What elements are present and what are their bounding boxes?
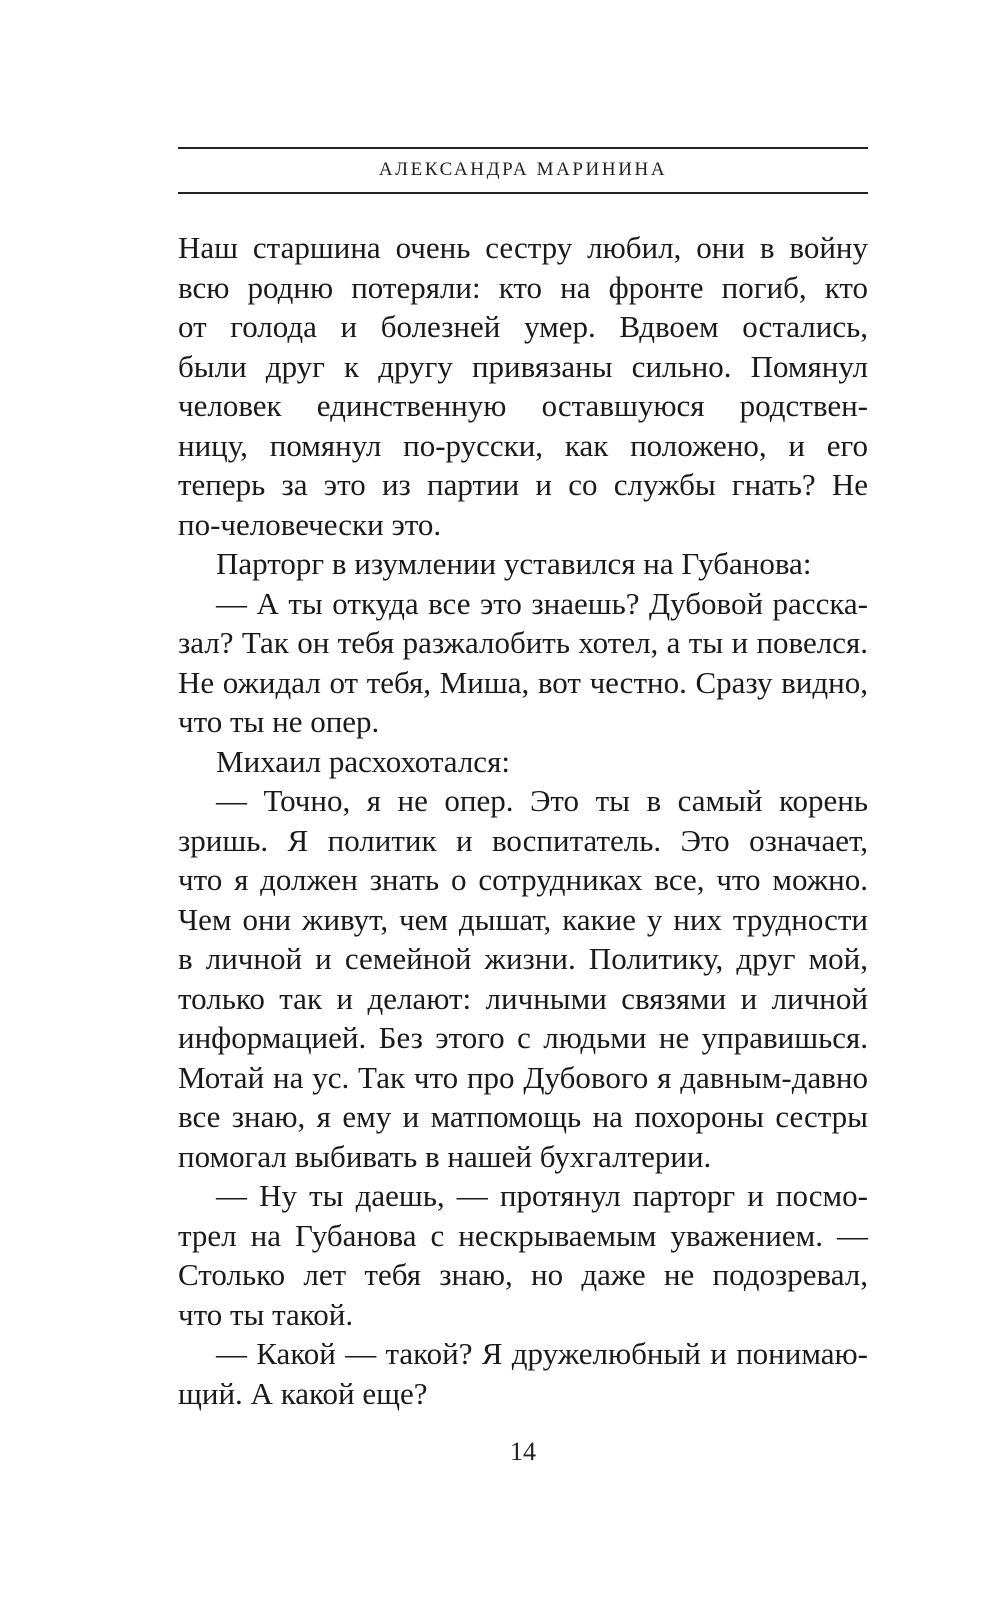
text-line: — Точно, я не опер. Это ты в самый корень [216, 783, 868, 818]
text-line: Парторг в изумлении уставился на Губанова: [216, 546, 812, 581]
text-line: ницу, помянул по-русски, как положено, и его [178, 427, 868, 463]
text-line: теперь за это из партии и со службы гнать? Не [178, 467, 868, 502]
running-head: АЛЕКСАНДРА МАРИНИНА [378, 159, 668, 180]
text-line: зал? Так он тебя разжалобить хотел, а ты и повелся. [178, 625, 868, 660]
text-line: Мотай на ус. Так что про Дубового я давным-давно [178, 1059, 868, 1095]
text-line: Чем они живут, чем дышат, какие у них трудности [178, 901, 868, 937]
text-line: трел на Губанова с нескрываемым уважением. — [178, 1217, 868, 1253]
text-line: в личной и семейной жизни. Политику, друг мой, [178, 941, 868, 976]
text-line: только так и делают: личными связями и личной [178, 980, 868, 1016]
text-line: человек единственную оставшуюся родствен- [178, 388, 868, 423]
text-line: Михаил расхохотался: [216, 743, 510, 779]
text-line: — Какой — такой? Я дружелюбный и понимаю- [216, 1336, 868, 1371]
text-line: от голода и болезней умер. Вдвоем остались, [178, 309, 868, 344]
text-line: что я должен знать о сотрудниках все, что можно. [178, 862, 868, 897]
text-line: что ты не опер. [178, 704, 380, 739]
text-line: Наш старшина очень сестру любил, они в войну [178, 230, 868, 265]
text-line: щий. А какой еще? [178, 1375, 428, 1411]
text-line: Столько лет тебя знаю, но даже не подозревал, [178, 1257, 868, 1292]
text-line: информацией. Без этого с людьми не управишься. [178, 1020, 868, 1055]
text-line: все знаю, я ему и матпомощь на похороны сестры [178, 1099, 868, 1134]
text-line: — А ты откуда все это знаешь? Дубовой расска- [216, 585, 868, 621]
page-number: 14 [510, 1437, 536, 1466]
header-rule-bottom [178, 192, 868, 194]
text-line: по-человечески это. [178, 506, 442, 542]
text-line: — Ну ты даешь, — протянул парторг и посмо- [216, 1178, 868, 1213]
text-line: зришь. Я политик и воспитатель. Это означает, [178, 822, 868, 858]
text-line: Не ожидал от тебя, Миша, вот честно. Сразу видно, [178, 664, 868, 700]
text-line: всю родню потеряли: кто на фронте погиб, кто [178, 269, 868, 305]
text-line: были друг к другу привязаны сильно. Помянул [178, 348, 868, 384]
body-text [178, 228, 868, 1413]
text-line: что ты такой. [178, 1296, 354, 1332]
header-rule-top [178, 147, 868, 149]
text-line: помогал выбивать в нашей бухгалтерии. [178, 1138, 712, 1174]
